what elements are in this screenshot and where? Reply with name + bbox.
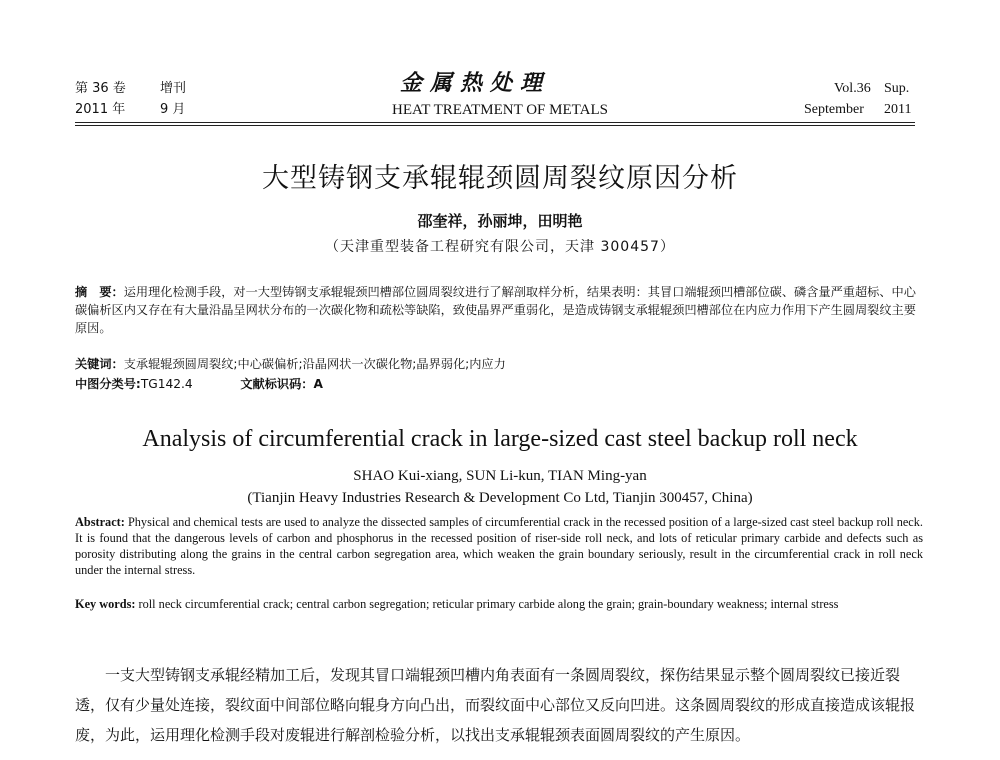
volume-cn: 第 36 卷 xyxy=(75,81,126,96)
supplement-en: Sup. xyxy=(884,81,910,96)
article-title-en: Analysis of circumferential crack in large-sized cast steel backup roll neck xyxy=(142,426,858,452)
body-text-cn: 一支大型铸钢支承辊经精加工后，发现其冒口端辊颈凹槽内角表面有一条圆周裂纹，探伤结果显示整个圆周裂纹已接近裂透，仅有少量处连接，裂纹面中间部位略向辊身方向凸出，而裂纹面中心部位又反向凹进。这条圆周裂纹的形成直接造成该辊报废，为此，运用理化检测手段对废辊进行解剖检验分析，以找出支承辊辊颈表面圆周裂纹的产生原因。 xyxy=(75,666,916,744)
affiliation-en: (Tianjin Heavy Industries Research & Development Co Ltd, Tianjin 300457, China) xyxy=(247,490,753,506)
keywords-en xyxy=(75,596,923,612)
abstract-label-en: Abstract: xyxy=(75,515,125,529)
clc-value-cn: TG142.4 xyxy=(140,377,193,391)
header-rule-secondary xyxy=(75,125,915,126)
doccode-value-cn: A xyxy=(313,377,323,391)
header-rule xyxy=(75,122,915,123)
year-en: 2011 xyxy=(884,102,912,117)
body-paragraph xyxy=(75,660,920,750)
keywords-text-en: roll neck circumferential crack; central carbon segregation; reticular primary carbide along the grain; grain-boundary weakness; internal stress xyxy=(135,597,839,611)
keywords-label-cn: 关键词： xyxy=(75,357,124,371)
abstract-label-cn: 摘 要： xyxy=(75,285,124,299)
doccode-label-cn: 文献标识码： xyxy=(240,377,314,391)
abstract-text-en: Physical and chemical tests are used to analyze the dissected samples of circumferential crack in the recessed position of a large-sized cast steel backup roll neck. It is found that the dangerous levels of carbon and phosphorus in the recessed position of riser-side roll neck, and lots of reticular primary carbide and defects such as porosity distributing along the grains in the central carbon segregation area, which weaken the grain boundary seriously, result in the circumferential crack in roll neck under the internal stress. xyxy=(75,515,923,577)
article-title-cn: 大型铸钢支承辊辊颈圆周裂纹原因分析 xyxy=(262,163,738,194)
abstract-en xyxy=(75,514,923,578)
affiliation-cn: （天津重型装备工程研究有限公司，天津 300457） xyxy=(325,239,675,255)
classification-line xyxy=(75,375,920,393)
supplement-cn: 增刊 xyxy=(160,81,187,96)
year-cn: 2011 年 xyxy=(75,102,126,117)
volume-en: Vol.36 xyxy=(834,81,871,96)
authors-cn: 邵奎祥，孙丽坤，田明艳 xyxy=(417,212,583,230)
month-en: September xyxy=(804,102,864,117)
journal-title-en: HEAT TREATMENT OF METALS xyxy=(392,102,608,118)
abstract-cn xyxy=(75,283,920,337)
abstract-text-cn: 运用理化检测手段，对一大型铸钢支承辊辊颈凹槽部位圆周裂纹进行了解剖取样分析，结果表明：其冒口端辊颈凹槽部位碳、磷含量严重超标、中心碳偏析区内又存在有大量沿晶呈网状分布的一次碳化物和疏松等缺陷，致使晶界严重弱化，是造成铸钢支承辊辊颈凹槽部位在内应力作用下产生圆周裂纹主要原因。 xyxy=(75,285,916,335)
clc-label-cn: 中图分类号: xyxy=(75,377,141,391)
authors-en: SHAO Kui-xiang, SUN Li-kun, TIAN Ming-yan xyxy=(353,468,647,484)
keywords-label-en: Key words: xyxy=(75,597,136,611)
keywords-text-cn: 支承辊辊颈圆周裂纹;中心碳偏析;沿晶网状一次碳化物;晶界弱化;内应力 xyxy=(123,357,506,371)
keywords-cn xyxy=(75,355,920,373)
month-cn: 9 月 xyxy=(160,102,186,117)
journal-title-cn: 金属热处理 xyxy=(400,70,551,96)
